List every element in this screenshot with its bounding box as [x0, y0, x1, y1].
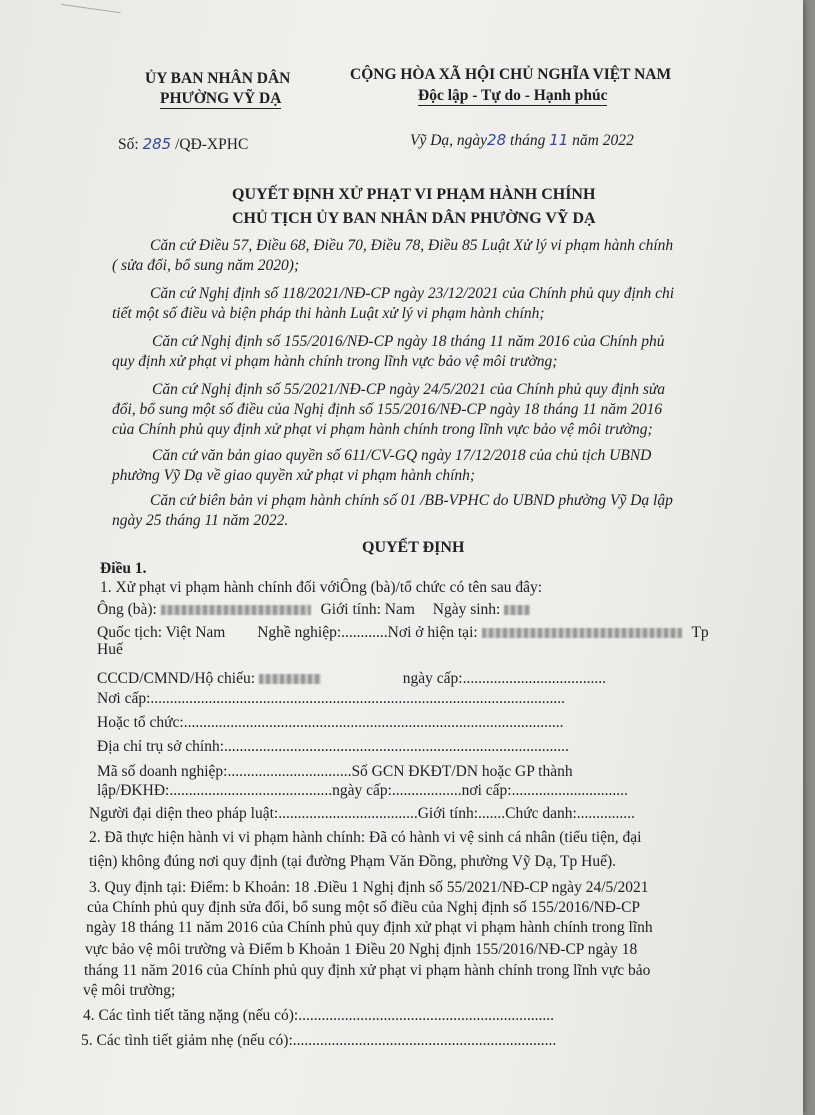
redacted-birthdate [504, 605, 530, 615]
preamble-line: tiết một số điều và biện pháp thi hành Luật xử lý vi phạm hành chính; [112, 305, 545, 322]
redacted-name [161, 605, 311, 615]
agency-ward: PHƯỜNG VỸ DẠ [160, 90, 282, 107]
preamble-line: Căn cứ Nghị định số 118/2021/NĐ-CP ngày 23/12/2021 của Chính phủ quy định chi [150, 285, 675, 302]
body-line: 4. Các tình tiết tăng nặng (nếu có):.................................................................. [83, 1007, 554, 1024]
nation-title: CỘNG HÒA XÃ HỘI CHỦ NGHĨA VIỆT NAM [350, 66, 672, 83]
nationality-line: Quốc tịch: Việt Nam Nghề nghiệp:............Nơi ở hiện tại: Tp [97, 624, 709, 641]
document-number: Số: 285 /QĐ-XPHC [118, 135, 249, 153]
body-line: 5. Các tình tiết giảm nhẹ (nếu có):.................................................................... [81, 1032, 557, 1049]
handwritten-number: 285 [142, 135, 172, 153]
decision-title: QUYẾT ĐỊNH XỬ PHẠT VI PHẠM HÀNH CHÍNH [232, 186, 596, 203]
redacted-id [259, 674, 321, 684]
handwritten-month: 11 [549, 131, 569, 149]
handwritten-day: 28 [487, 131, 507, 149]
body-line: Huế [97, 641, 123, 658]
preamble-line: Căn cứ Nghị định số 55/2021/NĐ-CP ngày 24/5/2021 của Chính phủ quy định sửa [152, 381, 666, 398]
preamble-line: Căn cứ Điều 57, Điều 68, Điều 70, Điều 78, Điều 85 Luật Xử lý vi phạm hành chính [150, 237, 674, 254]
decision-heading: QUYẾT ĐỊNH [362, 539, 465, 556]
body-line: của Chính phủ quy định sửa đổi, bổ sung một số điều của Nghị định số 155/2016/NĐ-CP [87, 899, 641, 916]
agency-name: ỦY BAN NHÂN DÂN [145, 70, 291, 87]
id-line: CCCD/CMND/Hộ chiếu: ngày cấp:..................................... [97, 670, 606, 687]
redacted-address [482, 628, 682, 638]
body-line: Địa chỉ trụ sở chính:......................................................................................... [97, 738, 569, 755]
body-line: Người đại diện theo pháp luật:....................................Giới tính:.......Chức danh:............... [89, 805, 635, 822]
preamble-line: của Chính phủ quy định xử phạt vi phạm hành chính trong lĩnh vực bảo vệ môi trường; [112, 421, 653, 438]
body-line: tháng 11 năm 2016 của Chính phủ quy định xử phạt vi phạm hành chính trong lĩnh vực bảo [84, 962, 651, 979]
body-line: lập/ĐKHĐ:..........................................ngày cấp:..................nơi cấp:.............................. [97, 782, 628, 799]
preamble-line: ( sửa đổi, bổ sung năm 2020); [112, 257, 300, 274]
body-line: 1. Xử phạt vi phạm hành chính đối vớiÔng (bà)/tổ chức có tên sau đây: [100, 579, 543, 596]
person-line: Ông (bà): Giới tính: Nam Ngày sinh: [97, 601, 530, 619]
preamble-line: Căn cứ Nghị định số 155/2016/NĐ-CP ngày 18 tháng 11 năm 2016 của Chính phủ [152, 333, 665, 350]
nation-motto: Độc lập - Tự do - Hạnh phúc [418, 87, 608, 104]
preamble-line: Căn cứ văn bản giao quyền số 611/CV-GQ ngày 17/12/2018 của chủ tịch UBND [152, 447, 652, 464]
body-line: Nơi cấp:........................................................................................................... [97, 690, 566, 707]
chairman-title: CHỦ TỊCH ỦY BAN NHÂN DÂN PHƯỜNG VỸ DẠ [232, 210, 596, 227]
preamble-line: đổi, bổ sung một số điều của Nghị định số 155/2016/NĐ-CP ngày 18 tháng 11 năm 2016 [112, 401, 663, 418]
body-line: 2. Đã thực hiện hành vi vi phạm hành chính: Đã có hành vi vệ sinh cá nhân (tiểu tiện, đại [89, 829, 642, 846]
body-line: 3. Quy định tại: Điểm: b Khoản: 18 .Điều 1 Nghị định số 55/2021/NĐ-CP ngày 24/5/2021 [89, 879, 649, 896]
preamble-line: quy định xử phạt vi phạm hành chính trong lĩnh vực bảo vệ môi trường; [112, 353, 558, 370]
body-line: tiện) không đúng nơi quy định (tại đường Phạm Văn Đồng, phường Vỹ Dạ, Tp Huế). [89, 853, 617, 870]
paper-crease [59, 4, 120, 25]
body-line: vực bảo vệ môi trường và Điểm b Khoản 1 Điều 20 Nghị định 155/2016/NĐ-CP ngày 18 [85, 941, 638, 958]
preamble-line: phường Vỹ Dạ về giao quyền xử phạt vi phạm hành chính; [112, 467, 476, 484]
body-line: Hoặc tổ chức:.................................................................................................. [97, 714, 564, 731]
preamble-line: Căn cứ biên bản vi phạm hành chính số 01 /BB-VPHC do UBND phường Vỹ Dạ lập [150, 492, 673, 509]
document-date: Vỹ Dạ, ngày28 tháng 11 năm 2022 [410, 131, 634, 149]
body-line: ngày 18 tháng 11 năm 2016 của Chính phủ quy định xử phạt vi phạm hành chính trong lĩnh [86, 919, 653, 936]
body-line: Mã số doanh nghiệp:................................Số GCN ĐKĐT/DN hoặc GP thành [97, 763, 573, 780]
article-1-heading: Điều 1. [100, 560, 147, 577]
body-line: vệ môi trường; [83, 982, 176, 999]
preamble-line: ngày 25 tháng 11 năm 2022. [112, 512, 289, 529]
